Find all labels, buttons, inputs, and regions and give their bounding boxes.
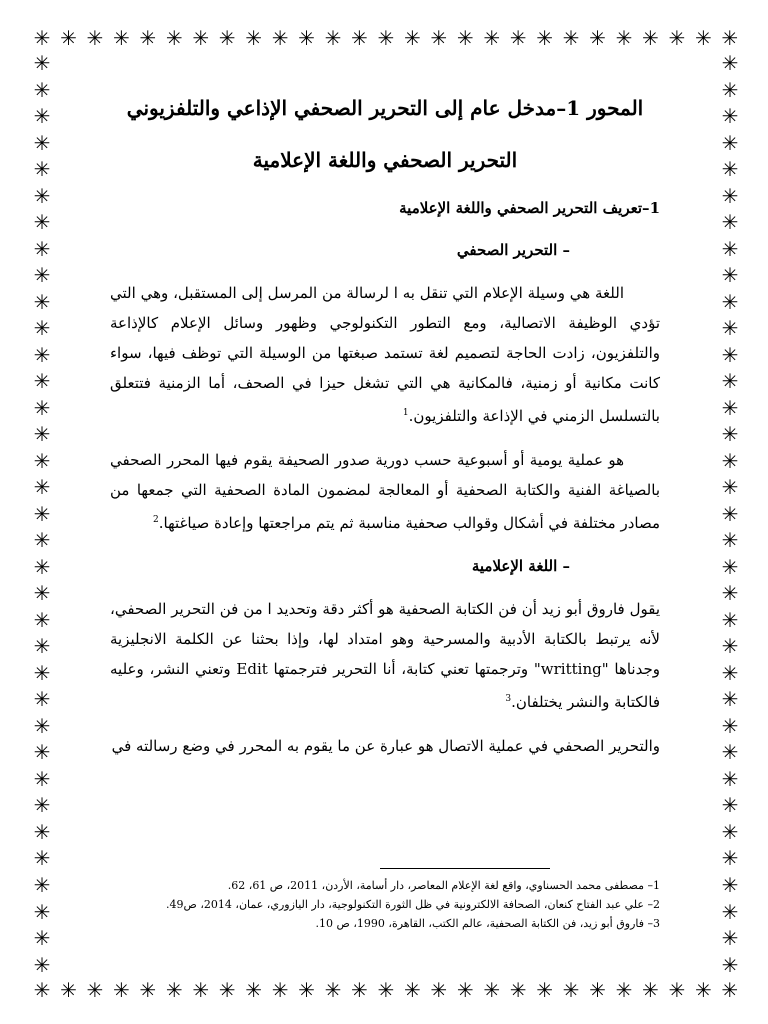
border-star-icon: ✳ [721,263,739,288]
border-star-icon: ✳ [721,157,739,182]
border-star-icon: ✳ [721,899,739,924]
section-heading: 1–تعريف التحرير الصحفي واللغة الإعلامية [399,199,660,217]
border-star-icon: ✳ [721,740,739,765]
border-star-icon: ✳ [721,581,739,606]
border-star-icon: ✳ [721,687,739,712]
border-star-icon: ✳ [668,978,686,1002]
border-star-icon: ✳ [615,26,633,50]
footnote-1: 1– مصطفى محمد الحسناوي، واقع لغة الإعلام المعاصر، دار أسامة، الأردن، 2011، ص 61، 62. [227,879,660,892]
paragraph-1-text: اللغة هي وسيلة الإعلام التي تنقل به ا لرسالة من المرسل إلى المستقبل، وهي التي تؤدي الوظيفة الاتصالية، ومع التطور التكنولوجي وظهور وسائل الإعلام كالإذاعة والتلفزيون، زادت الحاجة لتصميم لغة تستمد صبغتها من الوسيلة التي توظف فيها، سواء كانت مكانية أو زمنية، فالمكانية هي التي تشغل حيزا في الصحف، أما الزمنية فتتعلق بالتسلسل الزمني في الإذاعة والتلفزيون. [110,284,660,425]
border-star-icon: ✳ [509,978,527,1002]
border-star-icon: ✳ [615,978,633,1002]
border-star-icon: ✳ [721,554,739,579]
border-star-icon: ✳ [218,978,236,1002]
border-star-icon: ✳ [456,26,474,50]
border-star-icon: ✳ [165,978,183,1002]
border-star-icon: ✳ [721,236,739,261]
border-star-icon: ✳ [721,289,739,314]
border-star-icon: ✳ [562,26,580,50]
paragraph-1 [110,278,660,431]
border-star-icon: ✳ [721,342,739,367]
border-star-icon: ✳ [403,978,421,1002]
paragraph-4: والتحرير الصحفي في عملية الاتصال هو عبارة عن ما يقوم به المحرر في وضع رسالته في [111,737,660,755]
border-star-icon: ✳ [33,926,51,951]
border-star-icon: ✳ [721,475,739,500]
border-star-icon: ✳ [298,978,315,1002]
border-star-icon: ✳ [694,26,712,50]
border-star-icon: ✳ [33,819,51,844]
border-star-icon: ✳ [721,846,739,871]
border-star-icon: ✳ [589,26,606,50]
border-star-icon: ✳ [721,872,739,897]
border-star-icon: ✳ [721,104,739,129]
border-star-icon: ✳ [33,236,51,261]
border-star-icon: ✳ [721,369,739,394]
border-star-icon: ✳ [721,926,739,951]
paragraph-3-text: يقول فاروق أبو زيد أن فن الكتابة الصحفية هو أكثر دقة وتحديد ا من فن التحرير الصحفي، لأنه يرتبط بالكتابة الأدبية والمسرحية وهو امتداد لها، وإذا بحثنا عن الكلمة الانجليزية وجدناها "writting" وترجمتها تعني كتابة، أنا التحرير فترجمتها Edit وتعني النشر، وعليه فالكتابة والنشر يختلفان. [110,600,660,711]
border-star-icon: ✳ [721,713,739,738]
border-star-icon: ✳ [33,554,51,579]
border-star-icon: ✳ [562,978,580,1002]
border-star-icon: ✳ [642,26,659,50]
border-star-icon: ✳ [721,316,739,341]
border-star-icon: ✳ [33,289,51,314]
border-star-icon: ✳ [112,26,130,50]
border-star-icon: ✳ [351,978,368,1002]
border-star-icon: ✳ [33,104,51,129]
footnote-2: 2– علي عبد الفتاح كنعان، الصحافة الالكترونية في ظل الثورة التكنولوجية، دار اليازوري، عمان، 2014، ص49. [166,898,660,911]
border-star-icon: ✳ [33,501,51,526]
border-star-icon: ✳ [60,978,77,1002]
border-star-icon: ✳ [33,263,51,288]
border-star-icon: ✳ [642,978,659,1002]
paragraph-3 [110,594,660,717]
border-star-icon: ✳ [33,369,51,394]
page-border-right [718,52,742,976]
border-star-icon: ✳ [33,952,51,976]
border-star-icon: ✳ [298,26,315,50]
border-star-icon: ✳ [86,26,104,50]
border-star-icon: ✳ [694,978,712,1002]
border-star-icon: ✳ [721,130,739,155]
border-star-icon: ✳ [721,210,739,235]
sub-heading-press-editing: – التحرير الصحفي [456,241,570,259]
border-star-icon: ✳ [721,819,739,844]
border-star-icon: ✳ [721,395,739,420]
footnote-ref-1: 1 [402,408,409,418]
page-border-left [30,52,54,976]
border-star-icon: ✳ [721,528,739,553]
border-star-icon: ✳ [33,183,51,208]
border-star-icon: ✳ [721,634,739,659]
border-star-icon: ✳ [33,607,51,632]
border-star-icon: ✳ [509,26,527,50]
border-star-icon: ✳ [33,157,51,182]
border-star-icon: ✳ [324,978,342,1002]
border-star-icon: ✳ [536,26,553,50]
footnote-separator [380,868,550,869]
border-star-icon: ✳ [112,978,130,1002]
border-star-icon: ✳ [33,581,51,606]
border-star-icon: ✳ [589,978,606,1002]
border-star-icon: ✳ [324,26,342,50]
border-star-icon: ✳ [139,978,157,1002]
border-star-icon: ✳ [245,978,262,1002]
footnotes [110,876,660,933]
border-star-icon: ✳ [721,422,739,447]
border-star-icon: ✳ [33,660,51,685]
border-star-icon: ✳ [60,26,77,50]
page-border-bottom [30,978,742,1002]
border-star-icon: ✳ [33,52,51,75]
footnote-3: 3– فاروق أبو زيد، فن الكتابة الصحفية، عالم الكتب، القاهرة، 1990، ص 10. [315,917,660,930]
border-star-icon: ✳ [33,342,51,367]
border-star-icon: ✳ [668,26,686,50]
border-star-icon: ✳ [721,77,739,102]
border-star-icon: ✳ [33,793,51,818]
border-star-icon: ✳ [192,978,210,1002]
border-star-icon: ✳ [721,501,739,526]
border-star-icon: ✳ [483,26,501,50]
border-star-icon: ✳ [33,899,51,924]
border-star-icon: ✳ [33,26,51,50]
border-star-icon: ✳ [403,26,421,50]
border-star-icon: ✳ [721,183,739,208]
border-star-icon: ✳ [33,210,51,235]
border-star-icon: ✳ [33,130,51,155]
border-star-icon: ✳ [721,766,739,791]
border-star-icon: ✳ [33,475,51,500]
border-star-icon: ✳ [165,26,183,50]
border-star-icon: ✳ [33,740,51,765]
border-star-icon: ✳ [33,528,51,553]
border-star-icon: ✳ [377,978,395,1002]
border-star-icon: ✳ [377,26,395,50]
border-star-icon: ✳ [721,660,739,685]
page-title: المحور 1–مدخل عام إلى التحرير الصحفي الإذاعي والتلفزيوني [126,96,644,120]
border-star-icon: ✳ [430,26,448,50]
border-star-icon: ✳ [721,607,739,632]
border-star-icon: ✳ [721,793,739,818]
border-star-icon: ✳ [33,422,51,447]
border-star-icon: ✳ [536,978,553,1002]
border-star-icon: ✳ [33,448,51,473]
border-star-icon: ✳ [271,978,289,1002]
border-star-icon: ✳ [218,26,236,50]
border-star-icon: ✳ [430,978,448,1002]
border-star-icon: ✳ [245,26,262,50]
border-star-icon: ✳ [721,52,739,75]
footnote-ref-2: 2 [153,515,159,525]
border-star-icon: ✳ [139,26,157,50]
page-subtitle: التحرير الصحفي واللغة الإعلامية [252,148,518,172]
border-star-icon: ✳ [33,766,51,791]
border-star-icon: ✳ [33,634,51,659]
border-star-icon: ✳ [33,872,51,897]
footnote-ref-3: 3 [505,694,512,704]
document-body [110,88,660,761]
border-star-icon: ✳ [33,978,51,1002]
border-star-icon: ✳ [721,448,739,473]
border-star-icon: ✳ [192,26,210,50]
page-border-top [30,26,742,50]
border-star-icon: ✳ [456,978,474,1002]
border-star-icon: ✳ [483,978,501,1002]
border-star-icon: ✳ [33,713,51,738]
border-star-icon: ✳ [351,26,368,50]
border-star-icon: ✳ [33,395,51,420]
paragraph-2 [110,445,660,538]
border-star-icon: ✳ [721,26,739,50]
border-star-icon: ✳ [721,952,739,976]
paragraph-2-text: هو عملية يومية أو أسبوعية حسب دورية صدور الصحيفة يقوم فيها المحرر الصحفي بالصياغة الفنية والكتابة الصحفية أو المعالجة لمضمون المادة الصحفية التي جمعها من مصادر مختلفة في أشكال وقوالب صحفية مناسبة ثم يتم مراجعتها وإعادة صياغتها. [110,451,660,532]
sub-heading-media-language: – اللغة الإعلامية [471,557,570,575]
border-star-icon: ✳ [33,316,51,341]
border-star-icon: ✳ [33,687,51,712]
border-star-icon: ✳ [33,77,51,102]
border-star-icon: ✳ [721,978,739,1002]
border-star-icon: ✳ [86,978,104,1002]
border-star-icon: ✳ [33,846,51,871]
border-star-icon: ✳ [271,26,289,50]
